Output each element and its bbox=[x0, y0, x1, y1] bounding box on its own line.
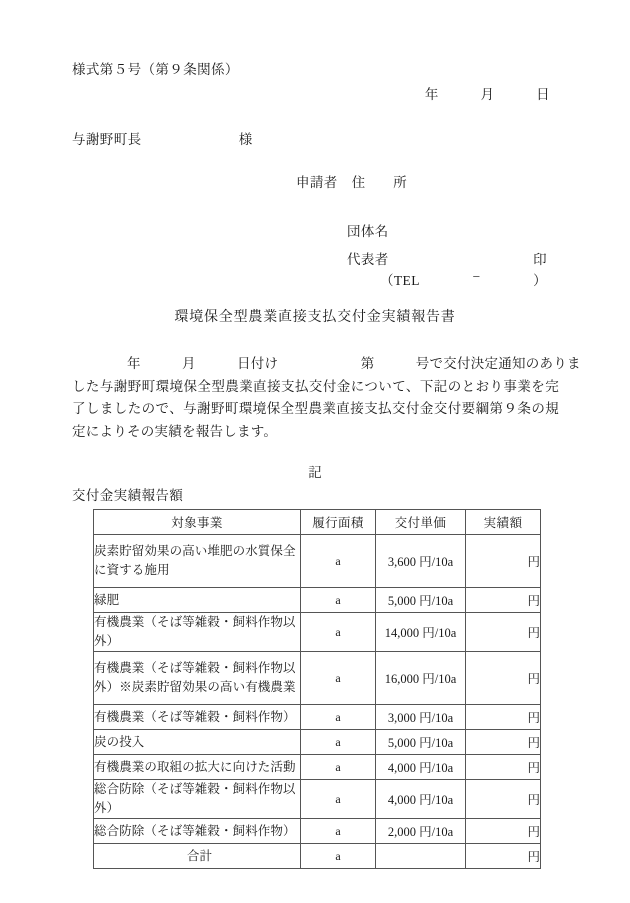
document-title: 環境保全型農業直接支払交付金実績報告書 bbox=[174, 310, 456, 325]
cell-target-project: 炭素貯留効果の高い堆肥の水質保全に資する施用 bbox=[94, 535, 301, 588]
cell-area[interactable]: a bbox=[301, 652, 376, 705]
table-row bbox=[94, 652, 541, 705]
cell-unit-price: 5,000 円/10a bbox=[376, 730, 466, 755]
cell-unit-price: 3,000 円/10a bbox=[376, 705, 466, 730]
table-row bbox=[94, 819, 541, 844]
table-header-row bbox=[94, 510, 541, 535]
form-number: 様式第５号（第９条関係） bbox=[72, 62, 239, 77]
date-line: 年 月 日 bbox=[424, 87, 550, 102]
table-caption: 交付金実績報告額 bbox=[72, 488, 184, 503]
cell-target-project: 総合防除（そば等雑穀・飼料作物） bbox=[94, 819, 301, 844]
cell-amount[interactable]: 円 bbox=[466, 730, 541, 755]
table-total-row bbox=[94, 844, 541, 869]
tel-open-paren: （TEL bbox=[380, 273, 420, 288]
table-row bbox=[94, 535, 541, 588]
cell-target-project: 有機農業（そば等雑穀・飼料作物以外）※炭素貯留効果の高い有機農業 bbox=[94, 652, 301, 705]
cell-target-project: 総合防除（そば等雑穀・飼料作物以外） bbox=[94, 780, 301, 819]
cell-amount[interactable]: 円 bbox=[466, 705, 541, 730]
cell-target-project: 有機農業（そば等雑穀・飼料作物以外） bbox=[94, 613, 301, 652]
cell-unit-price: 4,000 円/10a bbox=[376, 755, 466, 780]
cell-area[interactable]: a bbox=[301, 780, 376, 819]
grant-results-table-wrapper bbox=[93, 509, 540, 869]
ki-marker: 記 bbox=[308, 465, 322, 480]
cell-amount[interactable]: 円 bbox=[466, 588, 541, 613]
table-row bbox=[94, 613, 541, 652]
cell-area[interactable]: a bbox=[301, 588, 376, 613]
tel-close-paren: ） bbox=[533, 273, 547, 288]
representative-row bbox=[347, 248, 547, 268]
cell-target-project: 有機農業（そば等雑穀・飼料作物） bbox=[94, 705, 301, 730]
cell-area[interactable]: a bbox=[301, 819, 376, 844]
table-body bbox=[94, 535, 541, 869]
cell-unit-price: 3,600 円/10a bbox=[376, 535, 466, 588]
cell-unit-price: 16,000 円/10a bbox=[376, 652, 466, 705]
cell-area[interactable]: a bbox=[301, 535, 376, 588]
cell-unit-price: 14,000 円/10a bbox=[376, 613, 466, 652]
cell-target-project: 有機農業の取組の拡大に向けた活動 bbox=[94, 755, 301, 780]
cell-unit-price: 5,000 円/10a bbox=[376, 588, 466, 613]
cell-target-project: 緑肥 bbox=[94, 588, 301, 613]
cell-area[interactable]: a bbox=[301, 613, 376, 652]
column-header-amount: 実績額 bbox=[466, 510, 541, 535]
cell-total-unit-price bbox=[376, 844, 466, 869]
cell-area[interactable]: a bbox=[301, 755, 376, 780]
column-header-unit-price: 交付単価 bbox=[376, 510, 466, 535]
representative-label: 代表者 bbox=[347, 252, 389, 267]
cell-amount[interactable]: 円 bbox=[466, 780, 541, 819]
cell-amount[interactable]: 円 bbox=[466, 755, 541, 780]
cell-amount[interactable]: 円 bbox=[466, 652, 541, 705]
table-row bbox=[94, 780, 541, 819]
body-paragraph-rest: した与謝野町環境保全型農業直接支払交付金について、下記のとおり事業を完了しましたので、与謝野町環境保全型農業直接支払交付金交付要綱第９条の規定によりその実績を報告します。 bbox=[72, 378, 559, 439]
seal-mark: 印 bbox=[533, 252, 547, 267]
addressee-line: 与謝野町長 様 bbox=[72, 132, 253, 147]
cell-unit-price: 4,000 円/10a bbox=[376, 780, 466, 819]
table-row bbox=[94, 588, 541, 613]
table-row bbox=[94, 755, 541, 780]
cell-amount[interactable]: 円 bbox=[466, 613, 541, 652]
tel-dash: − bbox=[472, 269, 481, 284]
cell-total-amount[interactable]: 円 bbox=[466, 844, 541, 869]
column-header-target-project: 対象事業 bbox=[94, 510, 301, 535]
table-row bbox=[94, 705, 541, 730]
body-paragraph bbox=[72, 353, 581, 443]
cell-amount[interactable]: 円 bbox=[466, 819, 541, 844]
cell-total-label: 合計 bbox=[94, 844, 301, 869]
cell-total-area[interactable]: a bbox=[301, 844, 376, 869]
cell-amount[interactable]: 円 bbox=[466, 535, 541, 588]
telephone-row bbox=[380, 269, 547, 289]
cell-target-project: 炭の投入 bbox=[94, 730, 301, 755]
body-paragraph-lead: 年 月 日付け 第 号で交付決定通知のありま bbox=[72, 356, 581, 371]
cell-area[interactable]: a bbox=[301, 705, 376, 730]
organization-name-label: 団体名 bbox=[347, 224, 389, 239]
grant-results-table bbox=[93, 509, 541, 869]
cell-area[interactable]: a bbox=[301, 730, 376, 755]
table-row bbox=[94, 730, 541, 755]
applicant-address-label: 申請者 住 所 bbox=[296, 175, 408, 190]
column-header-area: 履行面積 bbox=[301, 510, 376, 535]
cell-unit-price: 2,000 円/10a bbox=[376, 819, 466, 844]
